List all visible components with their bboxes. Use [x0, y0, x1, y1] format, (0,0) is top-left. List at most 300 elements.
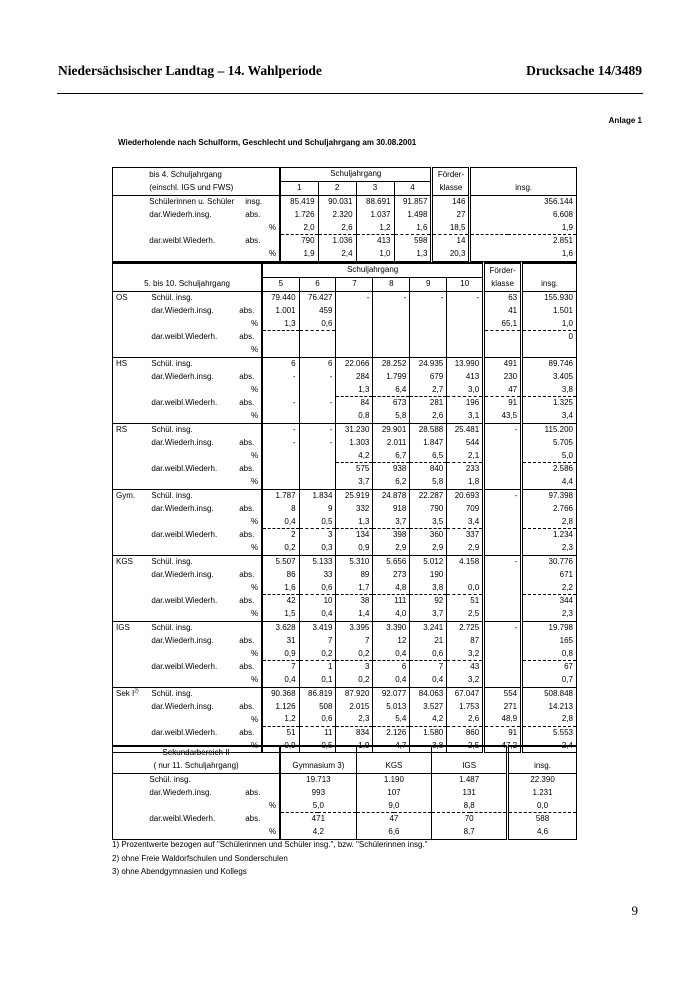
school-type-label — [113, 713, 149, 726]
total-cell: 30.776 — [522, 555, 577, 568]
data-cell: 1,5 — [262, 608, 299, 621]
data-cell: 0,6 — [299, 713, 336, 726]
data-cell: 3,0 — [447, 383, 484, 396]
blank-cell — [113, 263, 263, 277]
footnote-1: 1) Prozentwerte bezogen auf "Schülerinnen und Schüler insg.", bzw. "Schülerinnen insg." — [112, 840, 428, 849]
group-heading: Sekundarbereich II — [113, 746, 281, 760]
data-cell: 24.935 — [410, 357, 447, 370]
data-cell: 5.012 — [410, 555, 447, 568]
school-type-name: Sek I — [116, 688, 135, 698]
row-unit: abs. — [239, 530, 255, 540]
data-cell: 1,6 — [394, 221, 432, 234]
school-type-name: KGS — [116, 556, 133, 566]
data-cell — [484, 502, 522, 515]
blank-cell — [113, 786, 147, 799]
data-cell: 38 — [336, 594, 373, 607]
data-cell: 20,3 — [432, 248, 470, 261]
data-cell: 84.063 — [410, 687, 447, 700]
school-type-label — [113, 383, 149, 396]
row-unit: abs. — [239, 596, 255, 606]
data-cell: 790 — [410, 502, 447, 515]
table-row — [113, 462, 577, 475]
data-cell: 6,4 — [373, 383, 410, 396]
column-heading: Förder- — [484, 263, 522, 277]
data-cell: 90.031 — [318, 195, 356, 208]
data-cell: 146 — [432, 195, 470, 208]
total-cell: 2,3 — [522, 608, 577, 621]
data-cell: 3 — [299, 528, 336, 541]
blank-cell — [113, 812, 147, 825]
school-type-label — [113, 317, 149, 330]
table-row — [113, 773, 577, 786]
row-unit — [236, 423, 262, 436]
data-cell — [262, 383, 299, 396]
data-cell: 709 — [447, 502, 484, 515]
data-cell: 65,1 — [484, 317, 522, 330]
data-cell — [410, 317, 447, 330]
group-heading: ( nur 11. Schuljahrgang) — [113, 760, 281, 773]
data-cell: 2,6 — [318, 221, 356, 234]
row-label — [148, 476, 236, 489]
data-cell: 85.419 — [280, 195, 318, 208]
data-cell: 1.036 — [318, 234, 356, 247]
data-cell: - — [484, 423, 522, 436]
table-row — [113, 542, 577, 555]
table-row — [113, 581, 577, 594]
data-cell — [336, 304, 373, 317]
row-label: dar.Wiederh.insg. — [151, 701, 214, 711]
total-cell: 2,8 — [522, 713, 577, 726]
total-cell: 588 — [508, 812, 577, 825]
column-heading: 3 — [356, 181, 394, 195]
blank-cell — [470, 168, 577, 182]
school-type-label — [113, 555, 149, 568]
data-cell: 48,9 — [484, 713, 522, 726]
row-unit: % — [236, 344, 262, 357]
table-row — [113, 621, 577, 634]
data-cell: 91 — [484, 396, 522, 409]
table-row — [113, 221, 577, 234]
data-cell: - — [299, 436, 336, 449]
row-unit: abs. — [239, 371, 255, 381]
table-row — [113, 423, 577, 436]
total-cell: 2,8 — [522, 515, 577, 528]
row-label: dar.Wiederh.insg. — [151, 569, 214, 579]
data-cell: 89 — [336, 568, 373, 581]
row-unit: abs. — [239, 503, 255, 513]
school-type-label — [113, 581, 149, 594]
table-row — [113, 410, 577, 423]
column-group-heading: Schuljahrgang — [280, 168, 432, 182]
total-cell: 4,6 — [508, 826, 577, 839]
data-cell: 0,3 — [299, 542, 336, 555]
school-type-label — [113, 291, 149, 304]
data-cell: 1,2 — [356, 221, 394, 234]
data-cell: 33 — [299, 568, 336, 581]
total-cell: 97.398 — [522, 489, 577, 502]
data-cell: 18,5 — [432, 221, 470, 234]
data-cell: 22.287 — [410, 489, 447, 502]
column-heading: insg. — [508, 760, 577, 773]
data-cell — [484, 462, 522, 475]
data-cell — [484, 608, 522, 621]
group-heading: (einschl. IGS und FWS) — [146, 181, 280, 195]
page-number: 9 — [631, 903, 638, 918]
row-label — [148, 449, 236, 462]
data-cell: 9 — [299, 502, 336, 515]
data-cell: 86 — [262, 568, 299, 581]
data-cell: 5,4 — [373, 713, 410, 726]
data-cell: 2.126 — [373, 726, 410, 739]
data-cell: 0,6 — [299, 317, 336, 330]
data-cell: 2,3 — [336, 713, 373, 726]
school-type-label — [113, 515, 149, 528]
data-cell: - — [410, 291, 447, 304]
data-cell: 43,5 — [484, 410, 522, 423]
data-cell: 273 — [373, 568, 410, 581]
data-cell: 1,8 — [447, 476, 484, 489]
row-label: dar.Wiederh.insg. — [149, 209, 212, 219]
data-cell: 1.037 — [356, 208, 394, 221]
school-type-label — [113, 594, 149, 607]
blank-cell — [113, 799, 147, 812]
data-cell: 0,6 — [410, 647, 447, 660]
data-cell: 673 — [373, 396, 410, 409]
data-cell: 2,6 — [410, 410, 447, 423]
data-cell: 3,8 — [410, 740, 447, 753]
header-row — [113, 760, 577, 773]
data-cell — [299, 344, 336, 357]
footnote-ref: 2) — [134, 688, 139, 695]
data-cell: 2,0 — [280, 221, 318, 234]
data-cell: 0,6 — [299, 581, 336, 594]
data-cell: 1,3 — [336, 515, 373, 528]
blank-cell — [113, 208, 147, 221]
data-cell — [373, 304, 410, 317]
row-label: dar.weibl.Wiederh. — [151, 398, 218, 408]
data-cell — [262, 462, 299, 475]
data-cell: 1,4 — [336, 608, 373, 621]
table-row — [113, 528, 577, 541]
total-cell: 1,9 — [470, 221, 577, 234]
data-cell: 790 — [280, 234, 318, 247]
row-unit: % — [251, 714, 259, 724]
table-row — [113, 555, 577, 568]
column-heading: klasse — [432, 181, 470, 195]
header-row — [113, 168, 577, 182]
school-type-label — [113, 462, 149, 475]
data-cell — [336, 330, 373, 343]
table-row — [113, 660, 577, 673]
data-cell: 2,4 — [318, 248, 356, 261]
data-cell: 8,7 — [432, 826, 508, 839]
table-row — [113, 436, 577, 449]
data-cell: 8,8 — [432, 799, 508, 812]
data-cell: 5,0 — [280, 799, 356, 812]
data-cell: 4,2 — [280, 826, 356, 839]
data-cell: 3.395 — [336, 621, 373, 634]
data-cell — [447, 304, 484, 317]
table-row — [113, 812, 577, 825]
school-type-label — [113, 687, 149, 700]
data-cell — [484, 436, 522, 449]
data-cell — [484, 528, 522, 541]
data-cell: 27 — [432, 208, 470, 221]
row-label: Schül. insg. — [148, 621, 236, 634]
header-row — [113, 277, 577, 291]
table-row — [113, 344, 577, 357]
data-cell — [373, 344, 410, 357]
row-label: Schül. insg. — [149, 774, 191, 784]
data-cell: 86.819 — [299, 687, 336, 700]
column-heading: klasse — [484, 277, 522, 291]
table-row — [113, 370, 577, 383]
data-cell: 90.368 — [262, 687, 299, 700]
data-cell: 544 — [447, 436, 484, 449]
row-unit: % — [251, 582, 259, 592]
row-unit: % — [242, 248, 280, 261]
row-unit: % — [236, 674, 262, 687]
row-label: Schül. insg. — [148, 291, 236, 304]
data-cell: 0,9 — [336, 542, 373, 555]
data-cell: 0,2 — [336, 674, 373, 687]
row-unit: % — [236, 410, 262, 423]
row-unit: % — [242, 826, 280, 839]
data-cell: 31.230 — [336, 423, 373, 436]
data-cell: 1,3 — [262, 317, 299, 330]
column-heading: 6 — [299, 277, 336, 291]
data-cell: 20.693 — [447, 489, 484, 502]
column-heading: KGS — [356, 760, 432, 773]
data-cell: 6,5 — [410, 449, 447, 462]
data-cell: 1,2 — [262, 713, 299, 726]
data-cell: 271 — [484, 700, 522, 713]
data-cell — [484, 542, 522, 555]
data-cell: - — [373, 291, 410, 304]
row-label: dar.Wiederh.insg. — [149, 787, 212, 797]
data-cell: 3.390 — [373, 621, 410, 634]
data-cell: 3,7 — [373, 515, 410, 528]
data-cell: 87.920 — [336, 687, 373, 700]
data-cell: 284 — [336, 370, 373, 383]
data-cell: - — [299, 396, 336, 409]
row-unit: % — [251, 318, 259, 328]
row-label: dar.Wiederh.insg. — [151, 305, 214, 315]
row-unit: % — [236, 476, 262, 489]
table-row — [113, 317, 577, 330]
data-cell: - — [336, 291, 373, 304]
table-row — [113, 515, 577, 528]
data-cell: 918 — [373, 502, 410, 515]
data-cell: 2,9 — [447, 542, 484, 555]
row-label — [146, 248, 242, 261]
data-cell: 22.066 — [336, 357, 373, 370]
total-cell: 2.586 — [522, 462, 577, 475]
data-cell: 42 — [262, 594, 299, 607]
data-cell: 1.190 — [356, 773, 432, 786]
data-cell: 4,7 — [373, 740, 410, 753]
total-cell: 0 — [522, 330, 577, 343]
data-cell: 6 — [262, 357, 299, 370]
blank-cell — [280, 746, 356, 760]
footnote-3: 3) ohne Abendgymnasien und Kollegs — [112, 867, 247, 876]
table-row — [113, 674, 577, 687]
blank-cell — [113, 195, 147, 208]
data-cell: 2,9 — [410, 542, 447, 555]
data-cell: 92.077 — [373, 687, 410, 700]
data-cell — [447, 330, 484, 343]
data-cell: - — [484, 489, 522, 502]
row-label — [148, 317, 236, 330]
total-cell: 2,4 — [522, 740, 577, 753]
data-cell: 84 — [336, 396, 373, 409]
data-cell: 3,5 — [410, 515, 447, 528]
row-unit — [236, 555, 262, 568]
column-heading: insg. — [470, 181, 577, 195]
data-cell: 19.713 — [280, 773, 356, 786]
data-cell: - — [447, 291, 484, 304]
row-label — [148, 542, 236, 555]
data-cell: 491 — [484, 357, 522, 370]
row-label: Schül. insg. — [148, 423, 236, 436]
row-label: Schül. insg. — [148, 555, 236, 568]
data-cell: 2,1 — [447, 449, 484, 462]
table-row — [113, 502, 577, 515]
data-cell: 111 — [373, 594, 410, 607]
row-label: dar.weibl.Wiederh. — [151, 530, 218, 540]
school-type-label — [113, 502, 149, 515]
column-heading: 9 — [410, 277, 447, 291]
header-row — [113, 181, 577, 195]
school-type-name: OS — [116, 292, 128, 302]
column-group-heading: Schuljahrgang — [262, 263, 484, 277]
data-cell: 91 — [484, 726, 522, 739]
table-row — [113, 786, 577, 799]
table-row — [113, 234, 577, 247]
data-cell: 11 — [299, 726, 336, 739]
data-cell: 1.001 — [262, 304, 299, 317]
data-cell: 1.799 — [373, 370, 410, 383]
document-number: Drucksache 14/3489 — [526, 63, 642, 78]
data-cell — [484, 476, 522, 489]
data-cell: 31 — [262, 634, 299, 647]
data-cell — [484, 344, 522, 357]
data-cell: 2,6 — [447, 713, 484, 726]
row-unit: abs. — [239, 398, 255, 408]
data-cell: 70 — [432, 812, 508, 825]
school-type-label — [113, 634, 149, 647]
row-unit: abs. — [245, 814, 261, 824]
data-cell: 67.047 — [447, 687, 484, 700]
blank-cell — [113, 234, 147, 247]
column-heading: Förder- — [432, 168, 470, 182]
table-row — [113, 357, 577, 370]
row-unit: abs. — [245, 787, 261, 797]
column-heading: 8 — [373, 277, 410, 291]
data-cell: 47,2 — [484, 740, 522, 753]
table-row — [113, 713, 577, 726]
data-cell: 6,6 — [356, 826, 432, 839]
school-type-label — [113, 370, 149, 383]
row-unit: % — [269, 222, 277, 232]
data-cell: 8 — [262, 502, 299, 515]
data-cell: 5.310 — [336, 555, 373, 568]
row-unit: abs. — [239, 437, 255, 447]
row-unit: abs. — [239, 728, 255, 738]
data-cell: 2.320 — [318, 208, 356, 221]
school-type-label — [113, 621, 149, 634]
total-cell: 6.608 — [470, 208, 577, 221]
total-cell — [522, 344, 577, 357]
data-cell: 3.628 — [262, 621, 299, 634]
blank-cell — [113, 168, 147, 182]
row-unit: abs. — [239, 569, 255, 579]
school-type-name: Gym. — [116, 490, 136, 500]
data-cell: 47 — [356, 812, 432, 825]
data-cell — [373, 330, 410, 343]
data-cell: 0,5 — [299, 740, 336, 753]
total-cell: 3.405 — [522, 370, 577, 383]
blank-cell — [432, 746, 508, 760]
total-cell: 1.501 — [522, 304, 577, 317]
total-cell: 165 — [522, 634, 577, 647]
data-cell: - — [262, 370, 299, 383]
row-unit — [236, 291, 262, 304]
data-cell — [447, 317, 484, 330]
total-cell: 3,8 — [522, 383, 577, 396]
data-cell: 29.901 — [373, 423, 410, 436]
data-cell: 413 — [356, 234, 394, 247]
data-cell: 91.857 — [394, 195, 432, 208]
total-cell: 344 — [522, 594, 577, 607]
data-cell: 1.834 — [299, 489, 336, 502]
column-heading: 7 — [336, 277, 373, 291]
blank-cell — [113, 181, 147, 195]
data-cell: 4.158 — [447, 555, 484, 568]
row-unit: % — [251, 450, 259, 460]
total-cell: 4,4 — [522, 476, 577, 489]
row-label: dar.weibl.Wiederh. — [151, 464, 218, 474]
data-cell: 3,1 — [447, 410, 484, 423]
data-cell: 2,5 — [447, 740, 484, 753]
data-cell — [447, 344, 484, 357]
group-heading: bis 4. Schuljahrgang — [146, 168, 280, 182]
data-cell: 2.725 — [447, 621, 484, 634]
total-cell: 3,4 — [522, 410, 577, 423]
data-cell: 5.507 — [262, 555, 299, 568]
column-heading: Gymnasium 3) — [280, 760, 356, 773]
data-cell: 47 — [484, 383, 522, 396]
data-cell: - — [484, 555, 522, 568]
data-cell: 1,3 — [394, 248, 432, 261]
data-cell: 554 — [484, 687, 522, 700]
table-grades-1-4 — [112, 167, 577, 262]
data-cell: 131 — [432, 786, 508, 799]
data-cell: 1.726 — [280, 208, 318, 221]
data-cell: 24.878 — [373, 489, 410, 502]
total-cell: 22.390 — [508, 773, 577, 786]
data-cell: 0,2 — [262, 542, 299, 555]
data-cell: 9,0 — [356, 799, 432, 812]
row-label — [148, 608, 236, 621]
row-unit — [242, 773, 280, 786]
data-cell: 1.126 — [262, 700, 299, 713]
data-cell: 25.919 — [336, 489, 373, 502]
table-title: Wiederholende nach Schulform, Geschlecht und Schuljahrgang am 30.08.2001 — [118, 138, 417, 147]
school-type-label — [113, 330, 149, 343]
table-row — [113, 700, 577, 713]
data-cell: - — [299, 423, 336, 436]
